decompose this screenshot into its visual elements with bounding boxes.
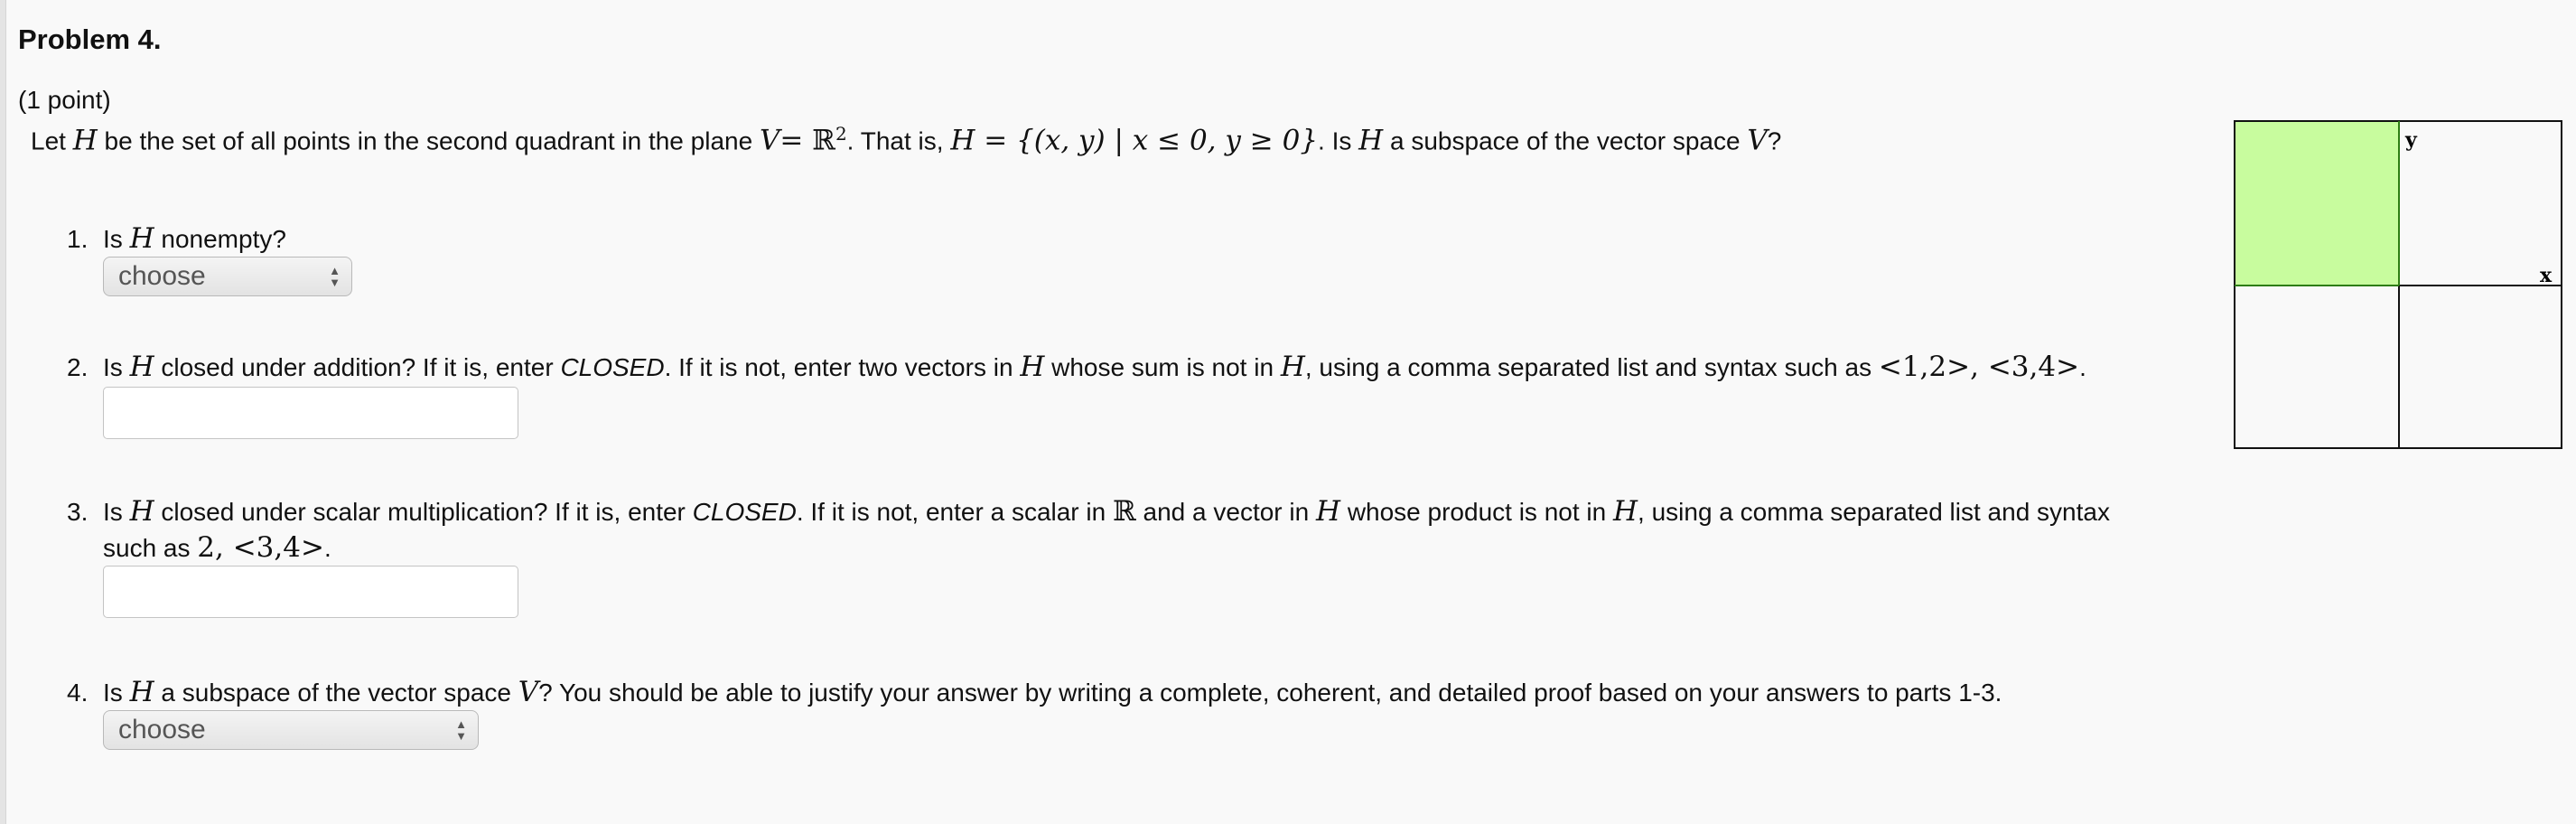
y-axis-label: y bbox=[2405, 128, 2417, 152]
intro-v-symbol-2: V bbox=[1747, 124, 1768, 157]
question-text: whose product is not in bbox=[1347, 498, 1607, 526]
question-text: nonempty? bbox=[161, 225, 286, 253]
question-text: and a vector in bbox=[1143, 498, 1310, 526]
intro-h-definition: H = {(x, y) | x ≤ 0, y ≥ 0} bbox=[950, 124, 1319, 157]
closed-keyword: CLOSED bbox=[692, 498, 797, 526]
select-value: choose bbox=[118, 261, 206, 291]
reals-symbol: ℝ bbox=[1112, 495, 1136, 528]
question-text: whose sum is not in bbox=[1051, 353, 1274, 381]
question-number: 1. bbox=[67, 225, 89, 253]
closed-keyword: CLOSED bbox=[560, 353, 665, 381]
h-symbol: H bbox=[129, 222, 154, 255]
question-text: closed under addition? If it is, enter bbox=[161, 353, 554, 381]
question-end: . bbox=[323, 534, 331, 562]
intro-text-2: . That is, bbox=[846, 126, 944, 155]
intro-r2: = ℝ bbox=[779, 124, 835, 157]
h-symbol: H bbox=[1612, 495, 1638, 528]
question-number: 3. bbox=[67, 498, 89, 526]
question-text: Is bbox=[103, 353, 123, 381]
select-arrows-icon: ▲ ▼ bbox=[455, 717, 467, 743]
question-text: Is bbox=[103, 225, 123, 253]
intro-let: Let bbox=[31, 126, 66, 155]
second-quadrant-shading bbox=[2235, 121, 2399, 286]
h-symbol: H bbox=[1315, 495, 1341, 528]
h-symbol: H bbox=[1280, 351, 1305, 383]
h-symbol: H bbox=[129, 495, 154, 528]
h-symbol: H bbox=[1020, 351, 1045, 383]
question-number: 4. bbox=[67, 679, 89, 707]
select-value: choose bbox=[118, 715, 206, 744]
question-text: ? You should be able to justify your answer by writing a complete, coherent, and detailed proof based on your answers to parts 1-3. bbox=[538, 679, 2002, 707]
question-text: , using a comma separated list and syntax bbox=[1638, 498, 2110, 526]
problem-points: (1 point) bbox=[18, 86, 111, 114]
h-symbol: H bbox=[129, 351, 154, 383]
intro-h-symbol-2: H bbox=[1358, 124, 1384, 157]
syntax-example: <1,2>, <3,4> bbox=[1878, 351, 2080, 383]
v-symbol: V bbox=[518, 676, 539, 708]
question-text: closed under scalar multiplication? If it is, enter bbox=[161, 498, 686, 526]
h-symbol: H bbox=[129, 676, 154, 708]
question-text: Is bbox=[103, 679, 123, 707]
intro-text-3: . Is bbox=[1318, 126, 1352, 155]
question-text: a subspace of the vector space bbox=[161, 679, 511, 707]
select-arrows-icon: ▲ ▼ bbox=[329, 264, 341, 289]
question-text: such as bbox=[103, 534, 191, 562]
intro-r2-exponent: 2 bbox=[835, 123, 847, 145]
intro-h-symbol: H bbox=[72, 124, 98, 157]
question-number: 2. bbox=[67, 353, 89, 381]
problem-title: Problem 4. bbox=[18, 23, 162, 55]
intro-v-symbol: V bbox=[759, 124, 780, 157]
question-text: . If it is not, enter a scalar in bbox=[796, 498, 1106, 526]
intro-text-4: a subspace of the vector space bbox=[1390, 126, 1741, 155]
intro-qmark: ? bbox=[1767, 126, 1782, 155]
intro-text-1: be the set of all points in the second quadrant in the plane bbox=[104, 126, 753, 155]
question-text: , using a comma separated list and syntax such as bbox=[1304, 353, 1872, 381]
x-axis-label: x bbox=[2540, 264, 2553, 287]
question-text: Is bbox=[103, 498, 123, 526]
question-text: . If it is not, enter two vectors in bbox=[664, 353, 1013, 381]
question-end: . bbox=[2079, 353, 2086, 381]
syntax-example: 2, <3,4> bbox=[197, 531, 324, 564]
